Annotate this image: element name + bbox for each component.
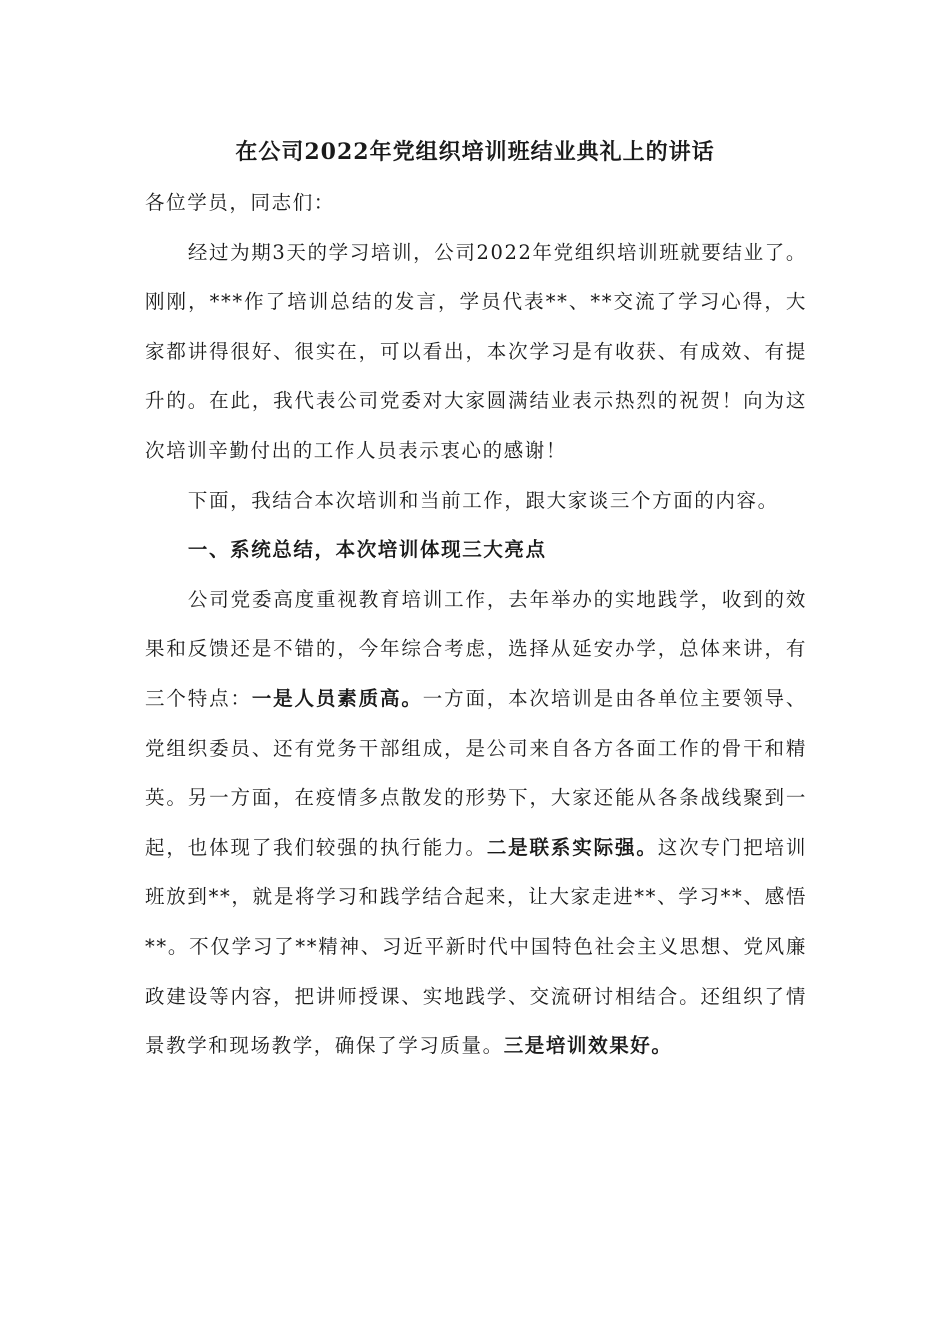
highlights-intro: 公司党委高度重视教育培训工作，去年举办的实地践学，收到的效果和反馈还是不错的，今年综合考虑，选择从延安办学，总体来讲，有三个特点： [145,587,807,710]
point-1-text: 一方面，本次培训是由各单位主要领导、党组织委员、还有党务干部组成，是公司来自各方各面工作的骨干和精英。另一方面，在疫情多点散发的形势下，大家还能从各条战线聚到一起，也体现了我们较强的执行能力。 [145,686,807,859]
section-heading-1: 一、系统总结，本次培训体现三大亮点 [187,538,547,562]
point-3-title: 三是培训效果好。 [503,1034,673,1058]
document-body [145,178,807,1071]
paragraph-highlights [145,575,807,1071]
salutation: 各位学员，同志们： [145,191,335,214]
paragraph-opening: 经过为期3天的学习培训，公司2022年党组织培训班就要结业了。刚刚，***作了培训总结的发言，学员代表**、**交流了学习心得，大家都讲得很好、很实在，可以看出，本次学习是有收获、有成效、有提升的。在此，我代表公司党委对大家圆满结业表示热烈的祝贺！向为这次培训辛勤付出的工作人员表示衷心的感谢！ [145,240,807,462]
point-1-title: 一是人员素质高。 [251,686,423,710]
paragraph-transition: 下面，我结合本次培训和当前工作，跟大家谈三个方面的内容。 [187,488,779,512]
document-title: 在公司2022年党组织培训班结业典礼上的讲话 [235,139,715,165]
point-2-text: 这次专门把培训班放到**，就是将学习和践学结合起来，让大家走进**、学习**、感悟**。不仅学习了**精神、习近平新时代中国特色社会主义思想、党风廉政建设等内容，把讲师授课、实地践学、交流研讨相结合。还组织了情景教学和现场教学，确保了学习质量。 [145,835,807,1058]
point-2-title: 二是联系实际强。 [486,835,658,859]
